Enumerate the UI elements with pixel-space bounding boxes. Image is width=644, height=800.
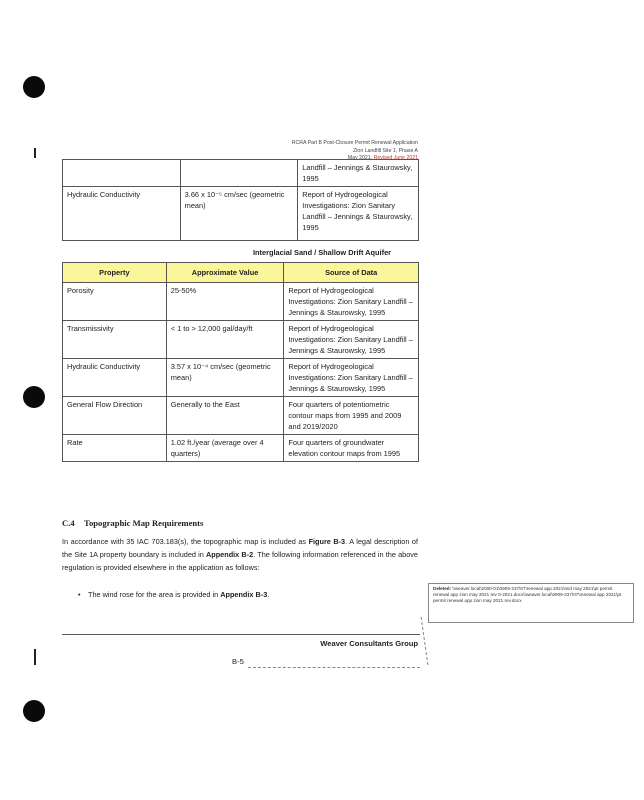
header-line-2: Zion Landfill Site 1, Phase A [353, 147, 418, 154]
column-header-value: Approximate Value [166, 263, 284, 283]
margin-mark-top [34, 148, 36, 158]
appendix-reference: Appendix B-3 [220, 590, 268, 599]
table-header-row [63, 263, 419, 283]
appendix-reference: Appendix B-2 [206, 550, 254, 559]
header-line-1: RCRA Part B Post-Closure Permit Renewal Application [291, 140, 418, 146]
value-cell: < 1 to > 12,000 gal/day/ft [166, 321, 284, 359]
source-cell: Four quarters of groundwater elevation contour maps from 1995 [284, 435, 419, 462]
table-row [63, 187, 419, 241]
source-cell: Report of Hydrogeological Investigations: Zion Sanitary Landfill – Jennings & Staurowsky, 1995 [284, 359, 419, 397]
table-row [63, 435, 419, 462]
table-row [63, 283, 419, 321]
value-cell [180, 160, 298, 187]
value-cell: 25-50% [166, 283, 284, 321]
table-row [63, 160, 419, 187]
column-header-source: Source of Data [284, 263, 419, 283]
source-cell: Report of Hydrogeological Investigations: Zion Sanitary Landfill – Jennings & Staurowsky, 1995 [284, 283, 419, 321]
deleted-comment-balloon[interactable] [428, 583, 634, 623]
footer-rule [62, 634, 420, 635]
property-cell: Porosity [63, 283, 167, 321]
property-cell [63, 160, 181, 187]
section-title: Topographic Map Requirements [84, 518, 204, 528]
footer-company: Weaver Consultants Group [320, 639, 418, 648]
value-cell: 3.66 x 10⁻⁵ cm/sec (geometric mean) [180, 187, 298, 241]
punch-hole-top [23, 76, 45, 98]
value-cell: Generally to the East [166, 397, 284, 435]
table-caption: Interglacial Sand / Shallow Drift Aquifer [252, 248, 392, 257]
margin-mark-bottom [34, 649, 36, 665]
bullet-icon: • [78, 590, 81, 599]
comment-leader-line [248, 667, 420, 668]
comment-label: Deleted: [433, 586, 452, 591]
table-row [63, 397, 419, 435]
revised-date: Revised June 2021 [373, 155, 418, 161]
continuation-table [62, 159, 419, 241]
figure-reference: Figure B-3 [308, 537, 346, 546]
punch-hole-bottom [23, 700, 45, 722]
section-heading [62, 518, 203, 528]
source-cell: Report of Hydrogeological Investigations: Zion Sanitary Landfill – Jennings & Staurowsky, 1995 [298, 187, 419, 241]
comment-text: \\weaver.local\2000-01\0909-237\07\renewal app 2021\mid may 2021\pt permit renewal app zion may 2021 rev 0-2021.docx\\weaver.local\0909-237\07\renewal app 2021\pt permit renewal app zion may 2021 rev.docx [433, 586, 622, 604]
comment-connector [421, 617, 429, 665]
header-line-3: May 2021, Revised June 2021 [347, 155, 418, 161]
page-number: B-5 [232, 657, 244, 666]
punch-hole-middle [23, 386, 45, 408]
property-cell: Rate [63, 435, 167, 462]
source-cell: Landfill – Jennings & Staurowsky, 1995 [298, 160, 419, 187]
property-cell: Hydraulic Conductivity [63, 359, 167, 397]
section-number: C.4 [62, 518, 75, 528]
table-row [63, 321, 419, 359]
body-paragraph: In accordance with 35 IAC 703.183(s), the topographic map is included as Figure B-3. A legal description of the Site 1A property boundary is included in Appendix B-2. The following information referenced in the above regulation is provided elsewhere in the application as follows: [62, 537, 418, 572]
table-row [63, 359, 419, 397]
source-cell: Four quarters of potentiometric contour maps from 1995 and 2009 and 2019/2020 [284, 397, 419, 435]
aquifer-properties-table [62, 262, 419, 462]
value-cell: 1.02 ft./year (average over 4 quarters) [166, 435, 284, 462]
property-cell: General Flow Direction [63, 397, 167, 435]
property-cell: Transmissivity [63, 321, 167, 359]
property-cell: Hydraulic Conductivity [63, 187, 181, 241]
bullet-item: • The wind rose for the area is provided in Appendix B-3. [78, 590, 270, 599]
source-cell: Report of Hydrogeological Investigations: Zion Sanitary Landfill – Jennings & Staurowsky, 1995 [284, 321, 419, 359]
column-header-property: Property [63, 263, 167, 283]
value-cell: 3.57 x 10⁻⁴ cm/sec (geometric mean) [166, 359, 284, 397]
